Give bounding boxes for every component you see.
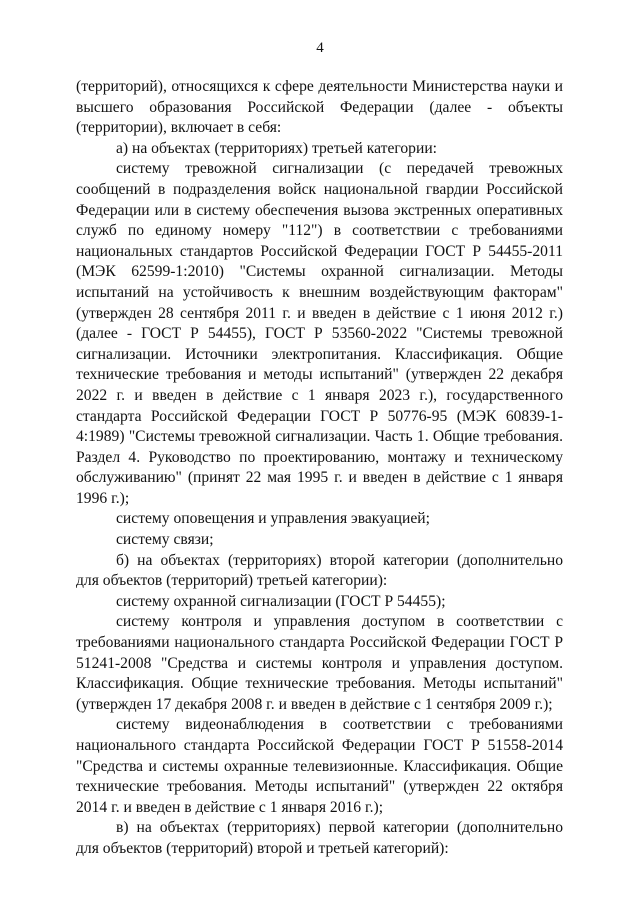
paragraph: систему видеонаблюдения в соответствии с требованиями национального стандарта Российской Федерации ГОСТ Р 51558-2014 "Средства и системы охранные телевизионные. Классификация. Общие технические требования. Методы испытаний" (утвержден 22 октября 2014 г. и введен в действие с 1 января 2016 г.); bbox=[76, 716, 563, 816]
paragraph: систему контроля и управления доступом в соответствии с требованиями национального стандарта Российской Федерации ГОСТ Р 51241-2008 "Средства и системы контроля и управления доступом. Классификация. Общие технические требования. Методы испытаний" (утвержден 17 декабря 2008 г. и введен в действие с 1 сентября 2009 г.); bbox=[76, 613, 563, 713]
paragraph: а) на объектах (территориях) третьей категории: bbox=[116, 139, 438, 157]
paragraph: систему оповещения и управления эвакуацией; bbox=[116, 510, 430, 528]
paragraph: систему связи; bbox=[116, 531, 214, 549]
paragraph: (территорий), относящихся к сфере деятельности Министерства науки и высшего образования Российской Федерации (далее - объекты (территории), включает в себя: bbox=[76, 78, 563, 137]
paragraph: в) на объектах (территориях) первой категории (дополнительно для объектов (территорий) второй и третьей категорий): bbox=[76, 819, 563, 857]
paragraph: систему тревожной сигнализации (с передачей тревожных сообщений в подразделения войск национальной гвардии Российской Федерации или в систему обеспечения вызова экстренных оперативных служб по единому номеру "112") в соответствии с требованиями национальных стандартов Российской Федерации ГОСТ Р 54455-2011 (МЭК 62599-1:2010) "Системы охранной сигнализации. Методы испытаний на устойчивость к внешним воздействующим факторам" (утвержден 28 сентября 2011 г. и введен в действие с 1 июня 2012 г.) (далее - ГОСТ Р 54455), ГОСТ Р 53560-2022 "Системы тревожной сигнализации. Источники электропитания. Классификация. Общие технические требования и методы испытаний" (утвержден 22 декабря 2022 г. и введен в действие с 1 января 2023 г.), государственного стандарта Российской Федерации ГОСТ Р 50776-95 (МЭК 60839-1-4:1989) "Системы тревожной сигнализации. Часть 1. Общие требования. Раздел 4. Руководство по проектированию, монтажу и техническому обслуживанию" (принят 22 мая 1995 г. и введен в действие с 1 января 1996 г.); bbox=[76, 160, 563, 507]
page-number: 4 bbox=[316, 40, 324, 56]
paragraph: б) на объектах (территориях) второй категории (дополнительно для объектов (территорий) третьей категории): bbox=[76, 551, 563, 590]
paragraph: систему охранной сигнализации (ГОСТ Р 54455); bbox=[116, 592, 446, 610]
document-body bbox=[76, 77, 563, 860]
